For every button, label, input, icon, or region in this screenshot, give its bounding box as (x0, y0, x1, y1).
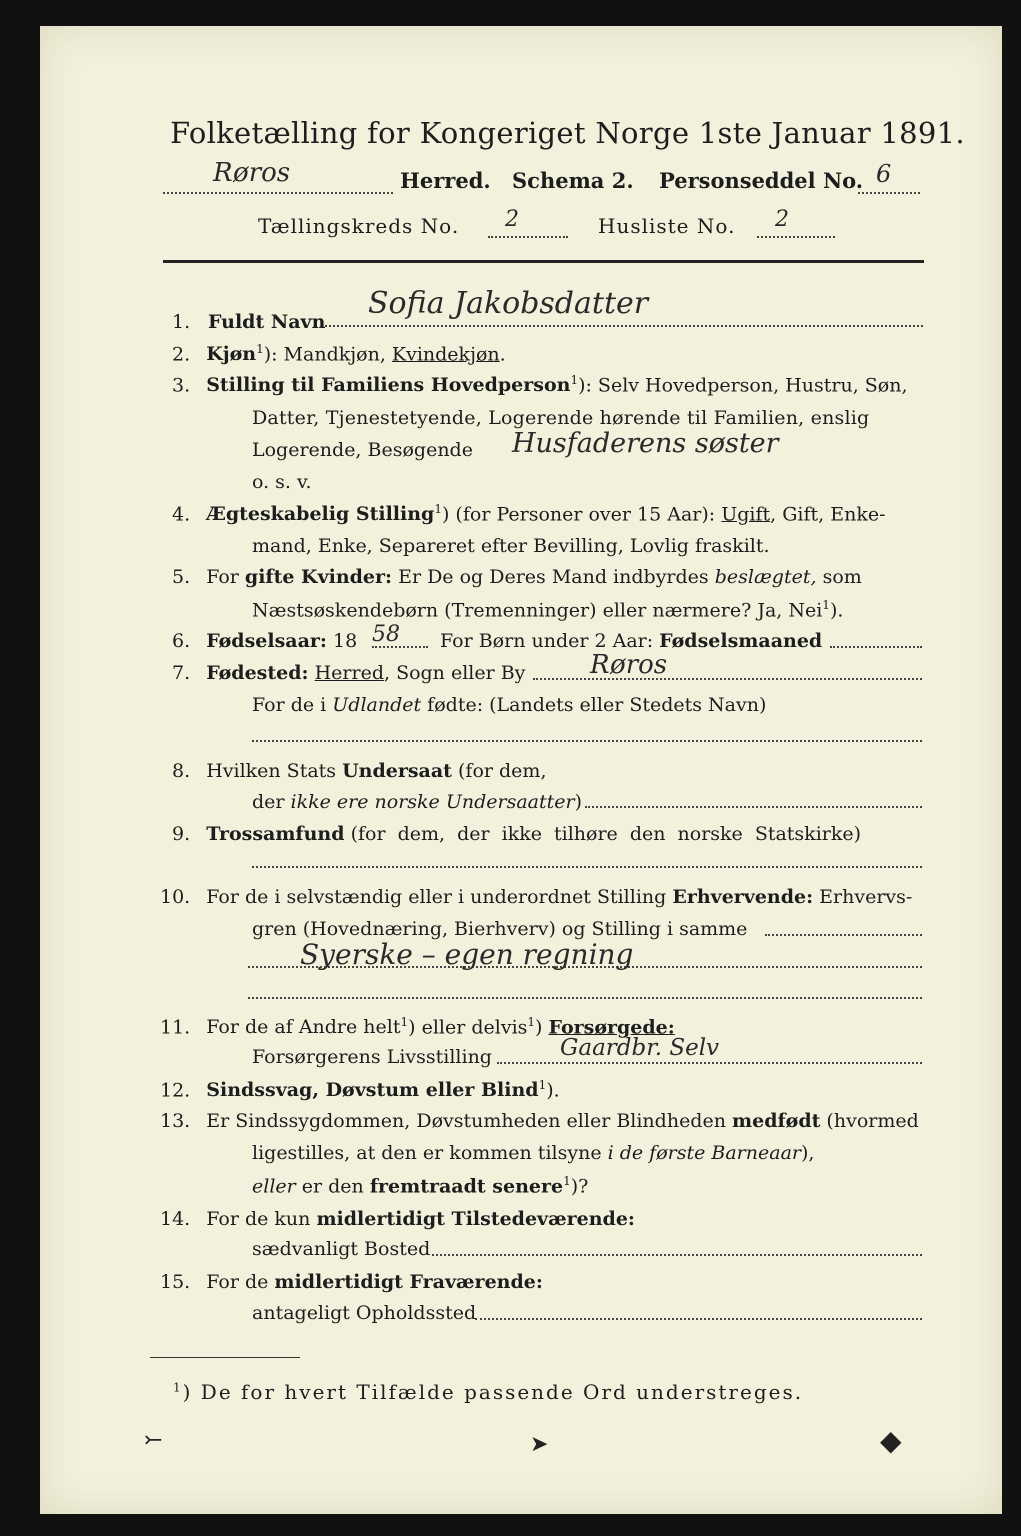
q6-year-prefix: 18 (326, 630, 358, 652)
q5-line2: Næstsøskendebørn (Tremenninger) eller nærmere? Ja, Nei (252, 599, 823, 622)
footnote (173, 1380, 803, 1404)
q6-dotline (372, 646, 428, 648)
q3-label: Stilling til Familiens Hovedperson (206, 374, 571, 397)
q15-dotline (475, 1318, 922, 1320)
q11-dotline (497, 1062, 922, 1064)
herred-label: Herred. (400, 168, 491, 193)
q2-selected-option: Kvindekjøn (391, 343, 500, 366)
q15-line2: antageligt Opholdssted (252, 1302, 477, 1324)
schema-label: Schema 2. (512, 168, 634, 193)
q2-number: 2. (172, 343, 191, 366)
personseddel-dotline (858, 192, 920, 194)
herred-value: Røros (213, 158, 291, 188)
q2-label: Kjøn (206, 343, 257, 366)
q13-text-b: (hvormed (820, 1110, 919, 1132)
q7-row (172, 662, 525, 684)
q4-label: Ægteskabelig Stilling (206, 503, 435, 526)
q3-options: ): Selv Hovedperson, Hustru, Søn, (578, 374, 908, 397)
q11-text-c: ) (535, 1016, 549, 1039)
q3-value: Husfaderens søster (512, 428, 779, 459)
q4-number: 4. (172, 503, 191, 526)
q13-row (160, 1110, 919, 1132)
q8-number: 8. (172, 760, 191, 782)
q8-row (172, 760, 546, 782)
q5-label: gifte Kvinder: (244, 566, 393, 588)
q14-dotline (432, 1254, 922, 1256)
q13-label: medfødt (732, 1110, 821, 1132)
q15-label: midlertidigt Fraværende: (274, 1271, 543, 1293)
q14-label: midlertidigt Tilstedeværende: (316, 1208, 635, 1230)
q2-footnote-mark: 1 (256, 342, 264, 356)
header-rule (163, 260, 924, 263)
q12-number: 12. (160, 1079, 191, 1102)
q7-abroad-dotline (252, 740, 922, 742)
husliste-dotline (757, 236, 835, 238)
q6-number: 6. (172, 630, 191, 652)
q13-footnote-mark: 1 (563, 1174, 571, 1188)
q7-birthplace: Røros (590, 650, 668, 680)
q14-row (160, 1208, 635, 1230)
q5-line2-row: Næstsøskendebørn (Tremenninger) eller nærmere? Ja, Nei$^1$). (252, 598, 844, 622)
q9-text: (for dem, der ikke tilhøre den norske Statskirke) (350, 823, 862, 845)
q6-month-dotline (830, 646, 922, 648)
q2-row: 2. Kjøn$^1$): Mandkjøn, Kvindekjøn. (172, 342, 506, 366)
q9-row (172, 823, 861, 845)
q15-row (160, 1271, 543, 1293)
q13-line3 (252, 1174, 588, 1197)
q13-line2-a: ligestilles, at den er kommen tilsyne (252, 1142, 608, 1164)
q4-text-tail: , Gift, Enke- (770, 503, 886, 526)
q12-tail: ). (546, 1079, 560, 1102)
q11-text-b: ) eller delvis (408, 1016, 528, 1039)
ink-blot-icon: ◆ (880, 1424, 902, 1457)
q6-label2: Fødselsmaaned (659, 630, 823, 652)
q13-text: Er Sindssygdommen, Døvstumheden eller Blindheden (206, 1110, 732, 1132)
q10-label: Erhvervende: (672, 886, 814, 908)
q10-occupation: Syerske – egen regning (300, 938, 634, 971)
q14-text: For de kun (206, 1208, 317, 1230)
personseddel-value: 6 (876, 160, 892, 188)
kreds-dotline (488, 236, 568, 238)
q1-label: Fuldt Navn (208, 311, 326, 333)
q10-dotline (765, 934, 922, 936)
form-title: Folketælling for Kongeriget Norge 1ste Januar 1891. (170, 116, 965, 150)
q10-row (160, 886, 912, 908)
q8-line2-b: ikke ere norske Undersaatter (290, 791, 575, 813)
q7-line2-a: For de i (252, 694, 333, 716)
corner-mark-left-icon: ⤚ (144, 1428, 163, 1453)
footnote-text: ) De for hvert Tilfælde passende Ord understreges. (182, 1380, 804, 1404)
husliste-label: Husliste No. (598, 214, 736, 238)
q3-line4: o. s. v. (252, 471, 312, 493)
q3-line2: Datter, Tjenestetyende, Logerende hørende til Familien, enslig (252, 407, 870, 429)
q11-text-a: For de af Andre helt (206, 1016, 401, 1039)
footnote-mark: 1 (173, 1380, 183, 1395)
q11-provider: Gaardbr. Selv (560, 1035, 720, 1061)
q13-number: 13. (160, 1110, 191, 1132)
q6-label: Fødselsaar: (206, 630, 327, 652)
q5-row (172, 566, 862, 588)
q7-text: , Sogn eller By (383, 662, 526, 684)
q10-text-b: Erhvervs- (813, 886, 913, 908)
q3-line3: Logerende, Besøgende (252, 439, 473, 461)
q4-footnote-mark: 1 (434, 502, 442, 516)
herred-dotline (163, 192, 393, 194)
q3-number: 3. (172, 374, 191, 397)
q10-line2: gren (Hovednæring, Bierhverv) og Stilling i samme (252, 918, 748, 940)
q1-dotline (325, 325, 923, 327)
q10-text: For de i selvstændig eller i underordnet Stilling (206, 886, 673, 908)
q12-row (160, 1078, 560, 1101)
q7-selected-option: Herred (314, 662, 384, 684)
husliste-value: 2 (775, 207, 789, 232)
q13-line2-c: ), (801, 1142, 815, 1164)
q5-text-c: beslægtet, (714, 566, 817, 588)
q7-line2-b: Udlandet (332, 694, 422, 716)
q14-line2: sædvanligt Bosted (252, 1238, 431, 1260)
kreds-value: 2 (505, 207, 519, 232)
q6-birth-year: 58 (372, 622, 400, 647)
q3-row (172, 373, 908, 396)
q9-dotline (252, 866, 922, 868)
q11-label: Forsørgede: (548, 1016, 675, 1039)
q11-footnote-mark-b: 1 (527, 1015, 536, 1029)
q4-row (172, 502, 886, 525)
q9-number: 9. (172, 823, 191, 845)
q13-line3-d: )? (570, 1175, 589, 1198)
q15-text: For de (206, 1271, 275, 1293)
q15-number: 15. (160, 1271, 191, 1293)
q13-line3-a: eller (252, 1175, 296, 1198)
q3-footnote-mark: 1 (570, 373, 579, 387)
q1-number: 1. (172, 311, 191, 333)
q13-line3-c: fremtraadt senere (369, 1175, 564, 1198)
q7-label: Fødested: (206, 662, 309, 684)
q11-footnote-mark-a: 1 (400, 1015, 409, 1029)
q4-selected-option: Ugift (721, 503, 771, 526)
q11-line2: Forsørgerens Livsstilling (252, 1046, 492, 1068)
q5-text-d: som (816, 566, 862, 588)
q2-options: ): Mandkjøn, (263, 343, 392, 366)
q13-line3-b: er den (295, 1175, 370, 1198)
q5-text: For (206, 566, 245, 588)
q12-label: Sindssvag, Døvstum eller Blind (206, 1079, 539, 1102)
q10-extra-dotline (248, 997, 922, 999)
q7-line2-c: fødte: (Landets eller Stedets Navn) (421, 694, 767, 716)
q6-b (440, 630, 822, 652)
q8-dotline (585, 806, 922, 808)
q13-line2 (252, 1142, 814, 1164)
q4-text: ) (for Personer over 15 Aar): (441, 503, 722, 526)
q8-line2-a: der (252, 791, 291, 813)
q10-number: 10. (160, 886, 191, 908)
q12-footnote-mark: 1 (538, 1078, 547, 1092)
q1-full-name: Sofia Jakobsdatter (368, 286, 649, 321)
q6-text-b: For Børn under 2 Aar: (440, 630, 660, 652)
q8-text: Hvilken Stats (206, 760, 343, 782)
q6-row (172, 630, 357, 652)
q7-line2 (252, 694, 766, 716)
corner-mark-center-icon: ➤ (530, 1432, 549, 1457)
personseddel-label: Personseddel No. (659, 168, 864, 193)
q5-number: 5. (172, 566, 191, 588)
q5-text-b: Er De og Deres Mand indbyrdes (392, 566, 715, 588)
q13-line2-b: i de første Barneaar (607, 1142, 801, 1164)
q11-number: 11. (160, 1016, 191, 1039)
q8-line2: der ikke ere norske Undersaatter) (252, 791, 582, 813)
q5-footnote-mark: 1 (822, 598, 830, 612)
q4-line2: mand, Enke, Separeret efter Bevilling, Lovlig fraskilt. (252, 535, 770, 557)
q9-label: Trossamfund (206, 823, 345, 845)
q8-label: Undersaat (342, 760, 452, 782)
q14-number: 14. (160, 1208, 191, 1230)
q8-text-b: (for dem, (451, 760, 547, 782)
q7-number: 7. (172, 662, 191, 684)
footnote-rule (150, 1357, 300, 1358)
kreds-label: Tællingskreds No. (258, 214, 460, 238)
